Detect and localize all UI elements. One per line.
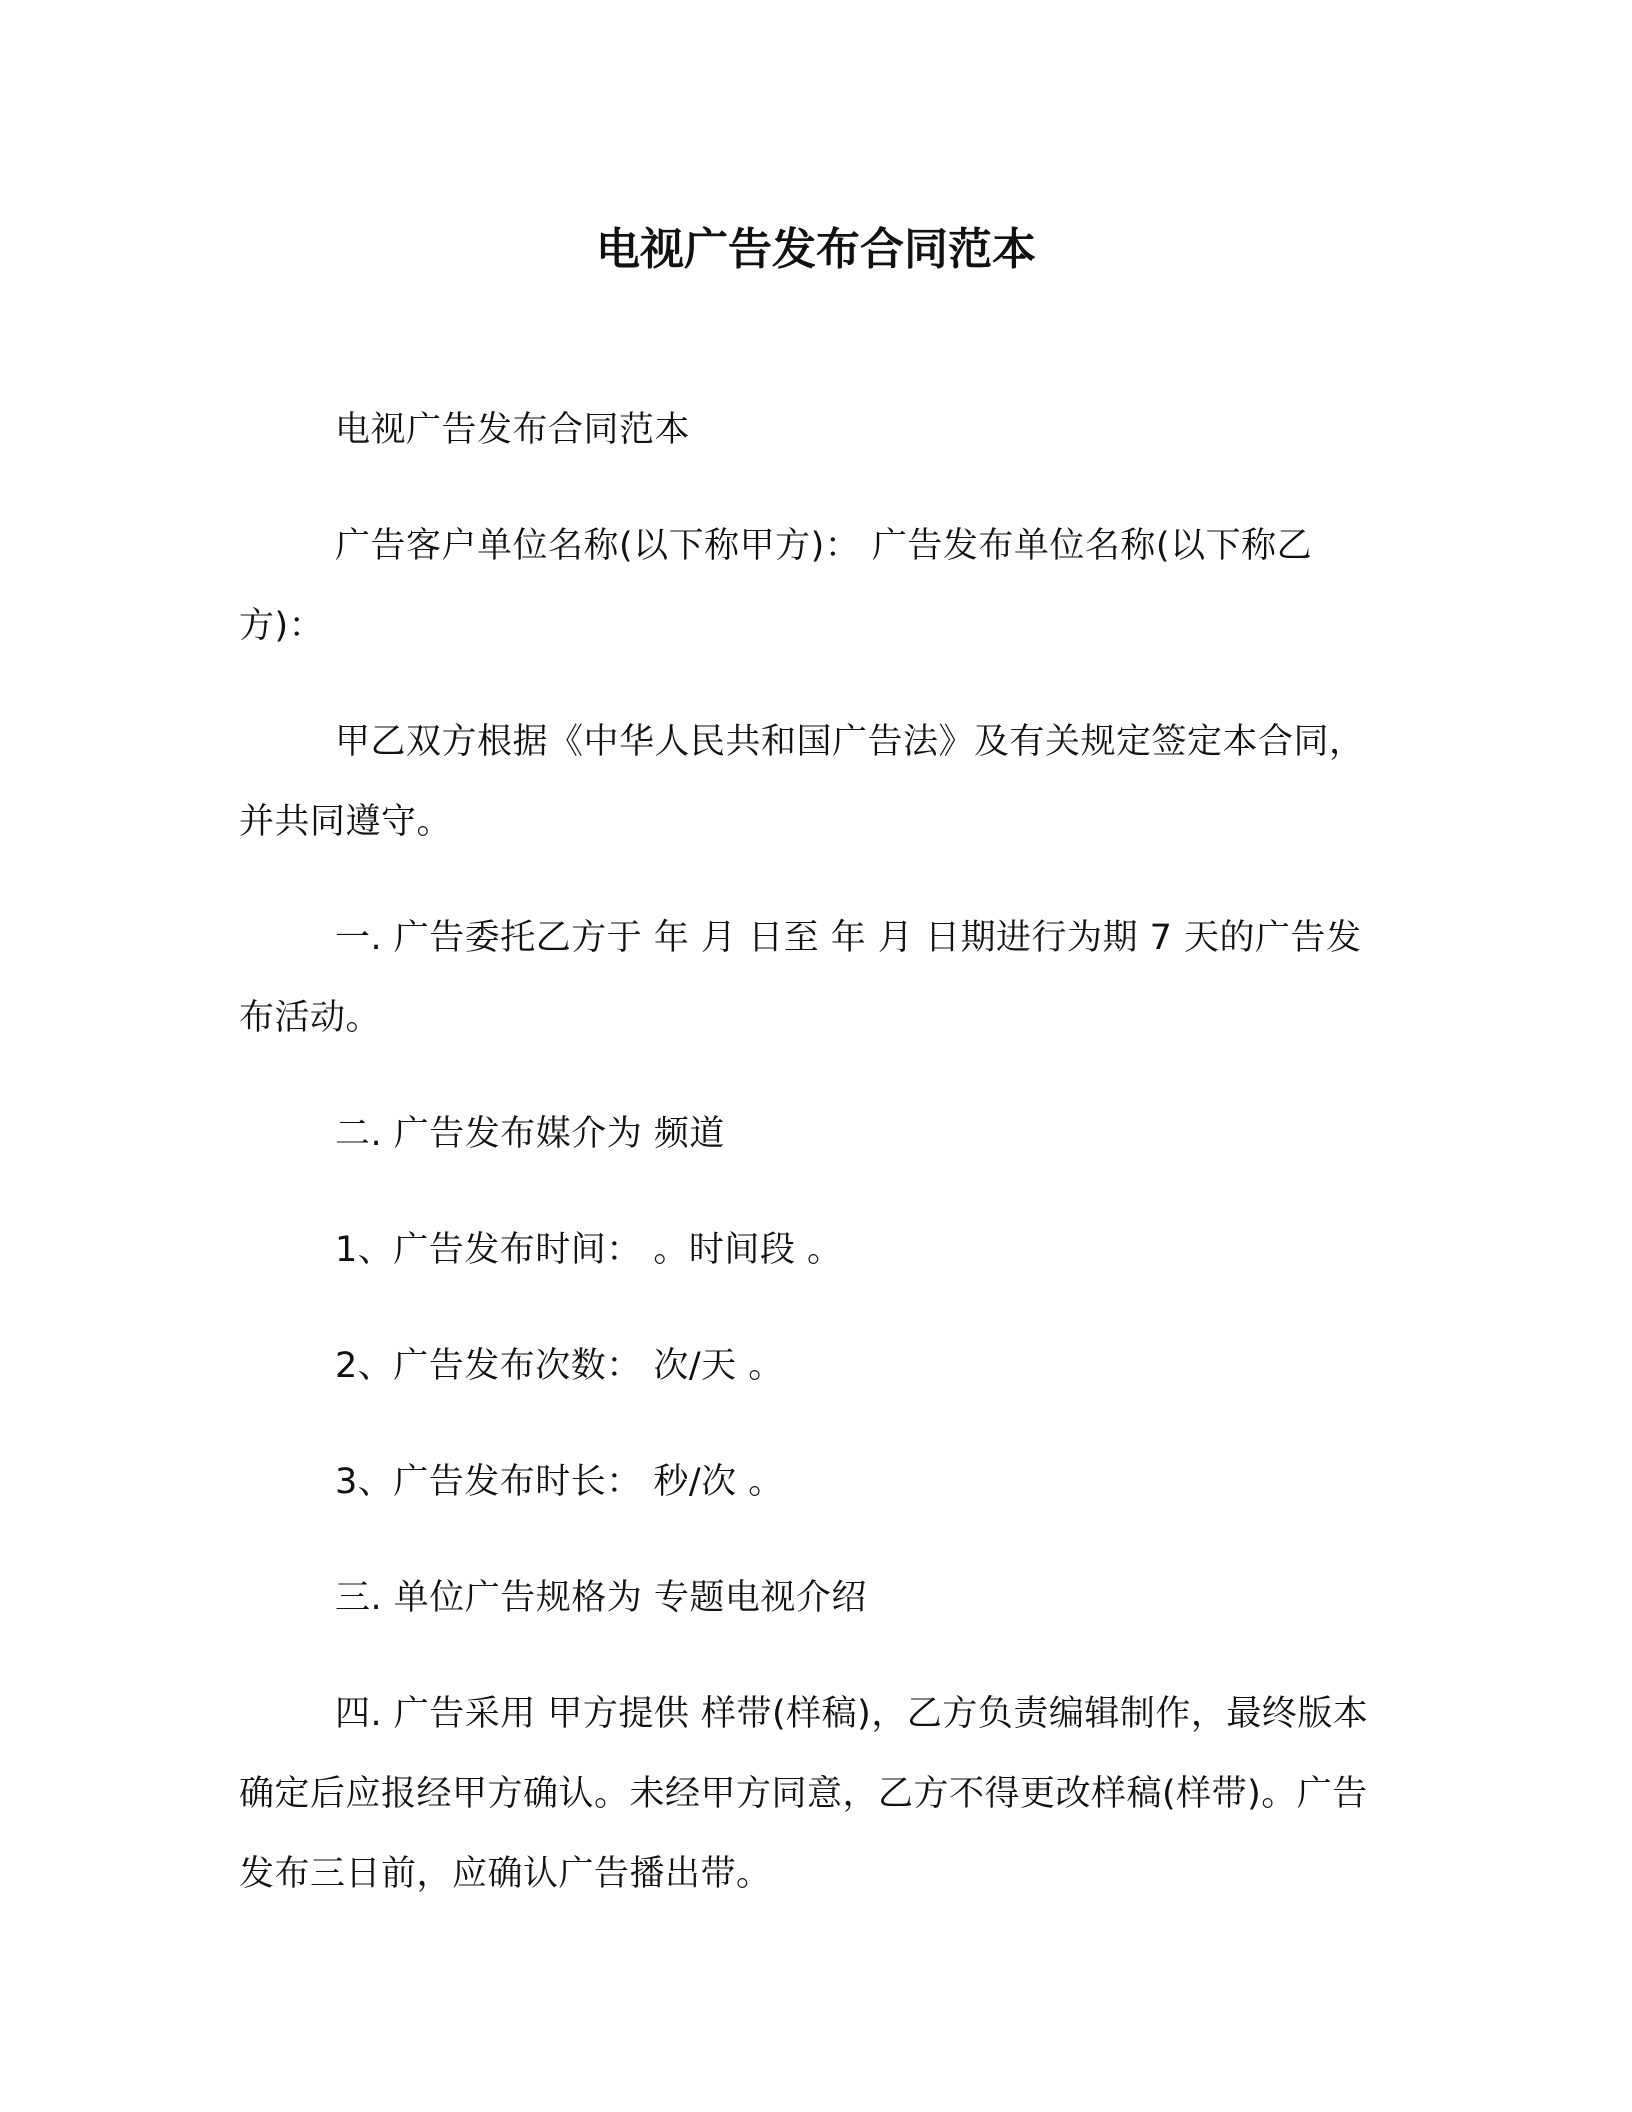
paragraph-clause-4: 四. 广告采用 甲方提供 样带(样稿)，乙方负责编辑制作，最终版本确定后应报经甲方确认。未经甲方同意，乙方不得更改样稿(样带)。广告发布三日前，应确认广告播出带。 xyxy=(239,1694,1369,1894)
document-body xyxy=(239,390,1389,1950)
paragraph-clause-3: 三. 单位广告规格为 专题电视介绍 xyxy=(335,1578,867,1618)
paragraph-clause-2: 二. 广告发布媒介为 频道 xyxy=(335,1114,725,1154)
paragraph-clause-1: 一. 广告委托乙方于 年 月 日至 年 月 日期进行为期 7 天的广告发布活动。 xyxy=(239,918,1362,1038)
paragraph-item-1: 1、广告发布时间： 。时间段 。 xyxy=(335,1230,843,1270)
paragraph-item-2: 2、广告发布次数： 次/天 。 xyxy=(335,1346,784,1386)
document-title: 电视广告发布合同范本 xyxy=(596,224,1036,275)
paragraph-parties: 广告客户单位名称(以下称甲方)： 广告发布单位名称(以下称乙方)： xyxy=(239,526,1313,646)
paragraph-item-3: 3、广告发布时长： 秒/次 。 xyxy=(335,1462,784,1502)
paragraph-basis: 甲乙双方根据《中华人民共和国广告法》及有关规定签定本合同，并共同遵守。 xyxy=(239,722,1365,842)
paragraph-subtitle: 电视广告发布合同范本 xyxy=(335,410,691,450)
